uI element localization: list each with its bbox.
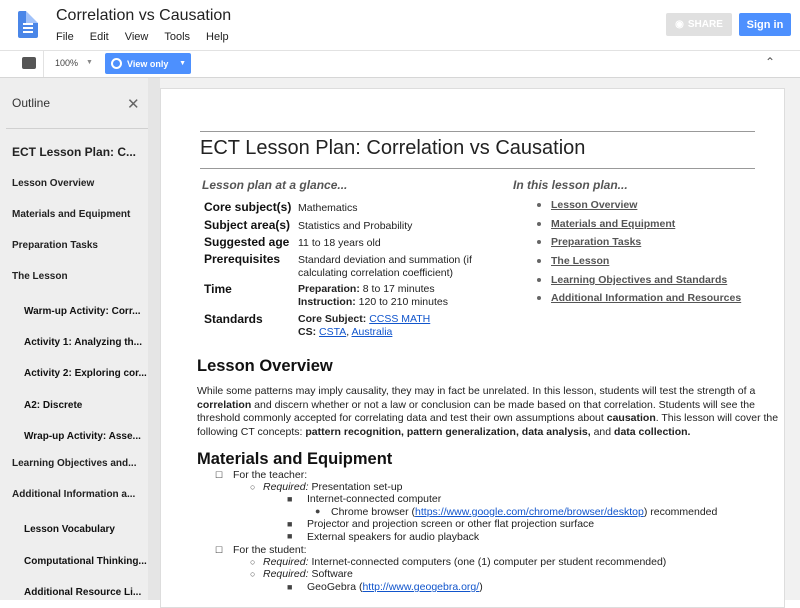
view-mode-label: View only bbox=[127, 58, 169, 69]
instruction-value: 120 to 210 minutes bbox=[358, 295, 448, 308]
list-item bbox=[307, 581, 483, 593]
glance-value bbox=[298, 283, 448, 308]
list-item: External speakers for audio playback bbox=[307, 531, 480, 543]
doc-title: ECT Lesson Plan: Correlation vs Causation bbox=[200, 137, 586, 159]
outline-item[interactable]: Computational Thinking... bbox=[24, 556, 147, 567]
bold-text: causation bbox=[606, 412, 656, 424]
required-label: Required: bbox=[263, 481, 309, 493]
menu-file[interactable]: File bbox=[56, 31, 74, 43]
cs-label: CS: bbox=[298, 325, 317, 338]
text: and discern whether or not a law or conclusion can be made based on that correlation. Students will see the threshold commonly accepted for correlating data and test their own assumptions about bbox=[197, 398, 755, 424]
bullet-icon bbox=[537, 203, 541, 207]
glance-label: Standards bbox=[204, 312, 263, 326]
square-bullet-icon: ■ bbox=[287, 582, 293, 592]
docs-logo-icon[interactable] bbox=[18, 11, 38, 38]
outline-item[interactable]: Learning Objectives and... bbox=[12, 458, 137, 469]
item-text: Presentation set-up bbox=[308, 481, 403, 493]
toc-link[interactable]: The Lesson bbox=[551, 255, 610, 267]
glance-value bbox=[298, 254, 472, 279]
overview-paragraph bbox=[197, 385, 781, 439]
glance-heading: Lesson plan at a glance... bbox=[202, 178, 348, 192]
glance-label: Time bbox=[204, 282, 232, 296]
outline-item[interactable]: The Lesson bbox=[12, 271, 68, 282]
menu-tools[interactable]: Tools bbox=[164, 31, 191, 43]
toc-link[interactable]: Preparation Tasks bbox=[551, 236, 642, 248]
text: and bbox=[590, 425, 615, 438]
horizontal-rule bbox=[200, 131, 755, 132]
list-item: Projector and projection screen or other flat projection surface bbox=[307, 518, 595, 530]
glance-label: Prerequisites bbox=[204, 252, 281, 266]
globe-icon: ◉ bbox=[675, 19, 684, 30]
toc-item bbox=[537, 292, 741, 304]
toc-link[interactable]: Lesson Overview bbox=[551, 199, 638, 211]
csta-link[interactable]: CSTA bbox=[319, 325, 347, 338]
chevron-down-icon[interactable]: ▼ bbox=[86, 59, 93, 66]
toc-item bbox=[537, 236, 641, 248]
glance-label: Core subject(s) bbox=[204, 200, 292, 214]
item-text: GeoGebra ( bbox=[307, 581, 363, 593]
text: While some patterns may imply causality, they may in fact be unrelated. In this lesson, students will test the strength of a bbox=[197, 385, 756, 397]
outline-item[interactable]: Additional Information a... bbox=[12, 489, 136, 500]
print-icon[interactable] bbox=[22, 57, 36, 69]
prereq-line: calculating correlation coefficient) bbox=[298, 266, 454, 279]
bold-text: correlation bbox=[197, 398, 252, 411]
square-bullet-icon: ■ bbox=[287, 494, 293, 504]
glance-label: Subject area(s) bbox=[204, 218, 291, 232]
prep-value: 8 to 17 minutes bbox=[362, 283, 435, 295]
chevron-up-icon[interactable]: ⌃ bbox=[765, 55, 776, 69]
list-item bbox=[263, 568, 353, 580]
prep-label: Preparation: bbox=[298, 283, 360, 295]
divider bbox=[6, 128, 148, 129]
item-text: Software bbox=[308, 568, 353, 580]
toc-item bbox=[537, 274, 727, 286]
outline-item[interactable]: Activity 2: Exploring cor... bbox=[24, 368, 147, 379]
prereq-line: Standard deviation and summation (if bbox=[298, 254, 472, 266]
item-text: ) bbox=[479, 581, 483, 593]
section-heading-overview: Lesson Overview bbox=[197, 357, 333, 375]
outline-item[interactable]: A2: Discrete bbox=[24, 400, 83, 411]
australia-link[interactable]: Australia bbox=[351, 325, 393, 338]
circle-bullet-icon: ○ bbox=[250, 557, 256, 567]
menu-view[interactable]: View bbox=[124, 31, 149, 43]
list-item bbox=[263, 556, 666, 568]
item-text: ) recommended bbox=[643, 506, 718, 518]
share-button[interactable] bbox=[666, 13, 732, 36]
toc-item bbox=[537, 255, 609, 267]
chevron-down-icon: ▼ bbox=[179, 60, 186, 67]
menu-bar bbox=[56, 31, 245, 44]
bullet-icon bbox=[537, 259, 541, 263]
outline-title: Outline bbox=[12, 96, 51, 110]
toc-item bbox=[537, 199, 637, 211]
chrome-link[interactable]: https://www.google.com/chrome/browser/desktop bbox=[415, 506, 644, 518]
toc-link[interactable]: Materials and Equipment bbox=[551, 218, 676, 230]
zoom-select[interactable]: 100% bbox=[55, 58, 79, 68]
geogebra-link[interactable]: http://www.geogebra.org/ bbox=[362, 581, 480, 593]
separator: , bbox=[346, 325, 350, 338]
ccss-math-link[interactable]: CCSS MATH bbox=[369, 313, 431, 325]
outline-border bbox=[148, 78, 160, 600]
outline-item[interactable]: Additional Resource Li... bbox=[24, 587, 142, 598]
outline-item[interactable]: Lesson Vocabulary bbox=[24, 524, 115, 535]
outline-item[interactable]: Wrap-up Activity: Asse... bbox=[24, 431, 141, 442]
share-label: SHARE bbox=[687, 19, 723, 30]
list-item: For the teacher: bbox=[233, 469, 308, 481]
item-text: Internet-connected computers (one (1) computer per student recommended) bbox=[308, 556, 667, 568]
list-item: Internet-connected computer bbox=[307, 493, 442, 505]
outline-item[interactable]: Activity 1: Analyzing th... bbox=[24, 337, 142, 348]
required-label: Required: bbox=[263, 568, 309, 580]
checkbox-bullet-icon: ☐ bbox=[215, 545, 224, 555]
glance-value bbox=[298, 313, 430, 338]
outline-item[interactable]: Materials and Equipment bbox=[12, 209, 131, 220]
view-mode-button[interactable] bbox=[105, 53, 191, 74]
outline-item[interactable]: Warm-up Activity: Corr... bbox=[24, 306, 141, 317]
list-item: For the student: bbox=[233, 544, 307, 556]
checkbox-bullet-icon: ☐ bbox=[215, 470, 224, 480]
square-bullet-icon: ■ bbox=[287, 519, 293, 529]
bullet-icon bbox=[537, 222, 541, 226]
outline-item[interactable]: Lesson Overview bbox=[12, 178, 95, 189]
menu-edit[interactable]: Edit bbox=[89, 31, 109, 43]
close-icon[interactable]: ✕ bbox=[127, 96, 140, 113]
bold-text: data collection. bbox=[614, 425, 691, 438]
text: . This lesson will cover the following CT concepts: bbox=[197, 412, 779, 438]
glance-value: 11 to 18 years old bbox=[298, 237, 381, 249]
glance-value: Mathematics bbox=[298, 202, 358, 214]
glance-label: Suggested age bbox=[204, 235, 290, 249]
section-heading-materials: Materials and Equipment bbox=[197, 450, 393, 468]
circle-bullet-icon: ○ bbox=[250, 482, 256, 492]
outline-item[interactable]: Preparation Tasks bbox=[12, 240, 98, 251]
menu-help[interactable]: Help bbox=[206, 31, 229, 43]
toc-link[interactable]: Additional Information and Resources bbox=[551, 292, 742, 304]
required-label: Required: bbox=[263, 556, 309, 568]
square-bullet-icon: ■ bbox=[287, 531, 293, 541]
item-text: Chrome browser ( bbox=[331, 506, 416, 518]
core-subject-label: Core Subject: bbox=[298, 313, 367, 325]
toc-item bbox=[537, 218, 675, 230]
eye-icon bbox=[111, 58, 122, 69]
instruction-label: Instruction: bbox=[298, 295, 356, 308]
toolbar-divider bbox=[43, 50, 44, 77]
bullet-icon bbox=[537, 240, 541, 244]
bold-text: pattern recognition, pattern generalization, data analysis, bbox=[305, 425, 591, 438]
circle-bullet-icon: ○ bbox=[250, 569, 256, 579]
bullet-icon bbox=[537, 296, 541, 300]
horizontal-rule bbox=[200, 168, 755, 169]
outline-item[interactable]: ECT Lesson Plan: C... bbox=[12, 145, 137, 159]
glance-value: Statistics and Probability bbox=[298, 220, 413, 232]
list-item bbox=[331, 506, 717, 518]
document-page bbox=[160, 88, 785, 608]
sign-in-button[interactable]: Sign in bbox=[739, 13, 791, 36]
toc-link[interactable]: Learning Objectives and Standards bbox=[551, 274, 728, 286]
document-title: Correlation vs Causation bbox=[56, 7, 232, 24]
list-item bbox=[263, 481, 403, 493]
toc-heading: In this lesson plan... bbox=[513, 178, 628, 192]
bullet-icon bbox=[537, 278, 541, 282]
dot-bullet-icon: ● bbox=[315, 506, 321, 516]
